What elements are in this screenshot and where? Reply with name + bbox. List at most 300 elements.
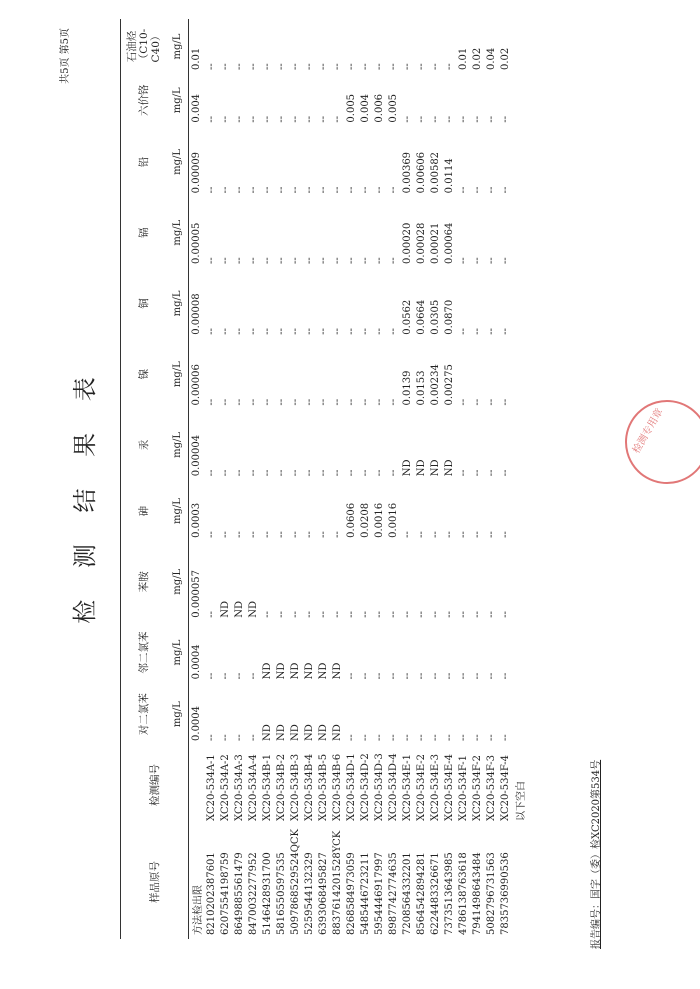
unit-cell: mg/L	[171, 431, 183, 458]
result-value: --	[457, 115, 469, 123]
sample-id: 8987742774635	[387, 852, 399, 935]
sample-id: 5485446723211	[359, 852, 371, 935]
result-value: --	[415, 115, 427, 123]
result-value: --	[387, 734, 399, 741]
result-value: --	[387, 186, 399, 194]
result-value: --	[373, 734, 385, 741]
test-code: XC20-534D-2	[359, 753, 371, 821]
result-value: --	[205, 672, 217, 680]
unit-cell: mg/L	[171, 639, 183, 666]
test-code: XC20-534E-3	[429, 753, 441, 821]
limit-value: 0.00005	[191, 222, 202, 265]
result-value: ND	[247, 600, 259, 618]
result-value: --	[205, 734, 217, 741]
result-value: --	[233, 186, 245, 194]
limit-label: 方法检出限	[193, 885, 204, 935]
result-value: 0.00020	[401, 222, 413, 265]
result-value: --	[261, 63, 273, 70]
test-code: XC20-534B-3	[289, 753, 301, 821]
result-value: --	[345, 469, 357, 477]
result-value: --	[387, 469, 399, 477]
result-value: --	[485, 186, 497, 194]
result-value: --	[387, 63, 399, 70]
sample-id: 5259544132329	[303, 852, 315, 935]
result-value: --	[485, 610, 497, 618]
col-header-mercury: 汞	[137, 439, 150, 451]
sample-id: 4786138763618	[457, 852, 469, 935]
table-row	[218, 19, 232, 939]
result-value: 0.005	[387, 93, 399, 123]
result-value: 0.01	[457, 47, 469, 70]
result-value: --	[331, 469, 343, 477]
result-value: --	[485, 328, 497, 335]
sample-id: 7941498643484	[471, 852, 483, 935]
result-value: --	[471, 469, 483, 477]
result-value: 0.0016	[373, 502, 385, 538]
result-value: --	[205, 531, 217, 538]
result-value: --	[275, 328, 287, 335]
result-value: ND	[303, 662, 315, 680]
sample-id: 5816550597535	[275, 852, 287, 935]
result-value: --	[205, 328, 217, 335]
result-value: --	[387, 328, 399, 335]
result-value: --	[275, 469, 287, 477]
result-value: --	[275, 186, 287, 194]
result-value: --	[303, 115, 315, 123]
result-value: 0.0870	[443, 299, 455, 335]
result-value: --	[499, 672, 511, 680]
result-value: 0.0153	[415, 370, 427, 406]
sample-id: 7208564332201	[401, 852, 413, 935]
sample-id: 8470032277952	[247, 852, 259, 935]
seal-text: 检测专用章	[630, 406, 666, 456]
unit-cell: mg/L	[171, 87, 183, 114]
result-value: --	[359, 257, 371, 265]
result-value: --	[331, 531, 343, 538]
result-value: --	[233, 115, 245, 123]
result-value: --	[345, 734, 357, 741]
result-value: 0.0562	[401, 299, 413, 335]
result-value: 0.00021	[429, 222, 441, 265]
result-value: --	[373, 63, 385, 70]
test-code: XC20-534F-2	[471, 754, 483, 821]
result-value: --	[205, 63, 217, 70]
result-value: --	[233, 734, 245, 741]
result-value: --	[373, 328, 385, 335]
limit-value: 0.004	[191, 93, 202, 123]
result-value: --	[261, 531, 273, 538]
result-value: --	[247, 257, 259, 265]
result-value: 0.00275	[443, 364, 455, 406]
table-row	[204, 19, 218, 939]
result-value: ND	[261, 724, 273, 741]
result-value: --	[219, 186, 231, 194]
table-row	[232, 19, 246, 939]
result-value: --	[219, 257, 231, 265]
result-value: 0.02	[499, 47, 511, 70]
result-value: --	[345, 610, 357, 618]
limit-value: 0.00008	[191, 293, 202, 335]
result-value: --	[331, 186, 343, 194]
result-value: --	[457, 531, 469, 538]
result-value: --	[373, 469, 385, 477]
result-value: --	[373, 257, 385, 265]
result-value: 0.00064	[443, 222, 455, 265]
result-value: --	[303, 186, 315, 194]
limit-value: 0.0004	[191, 644, 202, 680]
result-value: --	[317, 63, 329, 70]
result-value: --	[443, 531, 455, 538]
table-row	[302, 19, 316, 939]
table-row	[414, 19, 428, 939]
result-value: --	[261, 398, 273, 406]
result-value: --	[429, 115, 441, 123]
result-value: ND	[275, 724, 287, 741]
result-value: --	[359, 63, 371, 70]
result-value: --	[359, 672, 371, 680]
result-value: --	[317, 531, 329, 538]
result-value: --	[471, 610, 483, 618]
result-value: --	[303, 610, 315, 618]
result-value: --	[275, 115, 287, 123]
result-value: --	[331, 257, 343, 265]
result-value: 0.004	[359, 93, 371, 123]
result-value: --	[275, 610, 287, 618]
result-value: --	[485, 257, 497, 265]
result-value: --	[289, 115, 301, 123]
result-value: ND	[289, 724, 301, 741]
sample-id: 8268584973059	[345, 852, 357, 935]
result-value: --	[219, 398, 231, 406]
result-value: --	[219, 63, 231, 70]
result-value: --	[485, 469, 497, 477]
result-value: --	[471, 734, 483, 741]
limit-value: 0.0003	[191, 502, 202, 538]
test-code: XC20-534B-4	[303, 753, 315, 821]
page-title: 检 测 结 果 表	[71, 365, 99, 624]
result-value: --	[303, 257, 315, 265]
result-value: --	[289, 610, 301, 618]
result-value: --	[499, 115, 511, 123]
result-value: 0.00369	[401, 151, 413, 194]
test-code: XC20-534A-4	[247, 754, 259, 821]
unit-cell: mg/L	[171, 568, 183, 595]
result-value: --	[457, 610, 469, 618]
result-value: --	[359, 398, 371, 406]
result-value: --	[261, 469, 273, 477]
result-value: --	[317, 398, 329, 406]
result-value: 0.00028	[415, 222, 427, 265]
table-row	[428, 19, 442, 939]
table-row	[470, 19, 484, 939]
result-value: --	[219, 115, 231, 123]
result-value: 0.006	[373, 93, 385, 123]
result-value: ND	[401, 459, 413, 477]
test-code: XC20-534B-5	[317, 753, 329, 821]
test-code: XC20-534F-1	[457, 754, 469, 821]
result-value: --	[485, 531, 497, 538]
unit-cell: mg/L	[171, 290, 183, 317]
result-value: --	[205, 115, 217, 123]
result-value: --	[359, 734, 371, 741]
result-value: --	[345, 672, 357, 680]
table-row	[400, 19, 414, 939]
unit-cell: mg/L	[171, 498, 183, 525]
result-value: --	[485, 734, 497, 741]
result-value: --	[261, 257, 273, 265]
result-value: --	[233, 63, 245, 70]
result-value: ND	[303, 724, 315, 741]
result-value: --	[401, 115, 413, 123]
header-row	[121, 19, 167, 939]
result-value: --	[303, 531, 315, 538]
result-value: --	[401, 734, 413, 741]
result-value: --	[219, 734, 231, 741]
result-value: --	[429, 531, 441, 538]
result-value: --	[443, 672, 455, 680]
result-value: --	[387, 672, 399, 680]
result-value: --	[387, 257, 399, 265]
result-value: ND	[289, 662, 301, 680]
table-row	[372, 19, 386, 939]
col-header-o-dcb: 邻二氯苯	[137, 631, 150, 674]
result-value: --	[317, 469, 329, 477]
result-value: --	[331, 398, 343, 406]
limit-value: 0.00009	[191, 151, 202, 194]
result-body	[189, 19, 528, 939]
result-value: --	[485, 115, 497, 123]
result-value: --	[331, 115, 343, 123]
result-value: --	[499, 469, 511, 477]
result-value: --	[471, 672, 483, 680]
limit-value: 0.01	[191, 47, 202, 70]
table-row	[442, 19, 456, 939]
result-value: --	[233, 672, 245, 680]
limit-value: 0.00004	[191, 434, 202, 477]
result-value: --	[387, 398, 399, 406]
sample-id: 7835736990536	[499, 852, 511, 935]
sample-id: 8564542894281	[415, 852, 427, 935]
unit-cell: mg/L	[171, 361, 183, 388]
result-value: --	[345, 328, 357, 335]
col-header-petroleum: 石油烃（C10-C40）	[125, 28, 162, 65]
result-value: --	[499, 398, 511, 406]
result-value: --	[499, 186, 511, 194]
result-value: 0.00582	[429, 151, 441, 194]
result-value: --	[289, 328, 301, 335]
result-value: --	[317, 186, 329, 194]
test-code: XC20-534F-3	[485, 754, 497, 821]
result-value: --	[205, 398, 217, 406]
table-row	[358, 19, 372, 939]
result-value: --	[289, 469, 301, 477]
result-value: --	[429, 63, 441, 70]
result-value: --	[261, 328, 273, 335]
result-value: --	[415, 63, 427, 70]
result-value: --	[485, 672, 497, 680]
table-row	[288, 19, 302, 939]
table-row	[316, 19, 330, 939]
table-row	[344, 19, 358, 939]
result-value: --	[205, 186, 217, 194]
col-header-arsenic: 砷	[137, 505, 150, 517]
result-value: 0.0016	[387, 502, 399, 538]
result-value: --	[303, 469, 315, 477]
result-value: --	[317, 257, 329, 265]
result-value: --	[275, 531, 287, 538]
col-header-aniline: 苯胺	[137, 571, 150, 593]
sample-id: 6207554198759	[219, 852, 231, 935]
test-code: XC20-534F-4	[499, 754, 511, 821]
result-value: --	[275, 63, 287, 70]
result-value: 0.0305	[429, 299, 441, 335]
result-value: ND	[415, 459, 427, 477]
result-value: --	[499, 610, 511, 618]
result-value: 0.0114	[443, 158, 455, 194]
sample-id: 7373513643985	[443, 852, 455, 935]
unit-cell: mg/L	[171, 701, 183, 728]
sample-id: 8210202387601	[205, 852, 217, 935]
test-code: XC20-534E-1	[401, 753, 413, 821]
result-value: --	[275, 257, 287, 265]
table-row	[456, 19, 470, 939]
result-value: --	[415, 672, 427, 680]
result-value: --	[247, 531, 259, 538]
result-value: --	[471, 531, 483, 538]
result-value: --	[429, 734, 441, 741]
test-code: XC20-534E-2	[415, 753, 427, 821]
result-value: --	[289, 257, 301, 265]
result-value: --	[471, 186, 483, 194]
sample-id: 5097868529524QCK	[289, 828, 301, 935]
result-value: --	[443, 115, 455, 123]
result-value: ND	[233, 600, 245, 618]
result-value: --	[219, 328, 231, 335]
result-value: --	[457, 186, 469, 194]
result-value: --	[359, 328, 371, 335]
result-value: --	[331, 328, 343, 335]
result-value: --	[373, 186, 385, 194]
result-value: 0.0139	[401, 370, 413, 406]
result-value: --	[443, 610, 455, 618]
result-value: --	[471, 398, 483, 406]
test-code: XC20-534D-3	[373, 753, 385, 821]
result-value: 0.00606	[415, 151, 427, 194]
col-header-sample: 样品原号	[148, 860, 161, 903]
result-value: 0.0208	[359, 502, 371, 538]
result-value: --	[331, 610, 343, 618]
result-value: --	[415, 531, 427, 538]
result-value: --	[345, 398, 357, 406]
result-value: 0.0664	[415, 299, 427, 335]
result-table	[120, 19, 527, 939]
result-value: --	[345, 257, 357, 265]
result-value: --	[345, 63, 357, 70]
result-value: --	[471, 257, 483, 265]
result-value: ND	[429, 459, 441, 477]
result-value: --	[401, 610, 413, 618]
test-code: XC20-534B-2	[275, 753, 287, 821]
result-value: 0.00234	[429, 364, 441, 406]
result-value: --	[457, 328, 469, 335]
result-value: --	[247, 398, 259, 406]
sample-id: 8837614201528YCK	[331, 830, 343, 935]
result-value: --	[443, 734, 455, 741]
result-value: --	[247, 115, 259, 123]
sample-id: 6393068495827	[317, 852, 329, 935]
result-value: 0.04	[485, 47, 497, 70]
result-value: --	[219, 531, 231, 538]
result-value: ND	[261, 662, 273, 680]
page-number: 共5页 第5页	[60, 28, 71, 84]
sample-id: 5082796731563	[485, 852, 497, 935]
result-value: --	[261, 115, 273, 123]
result-value: --	[331, 63, 343, 70]
result-value: --	[401, 672, 413, 680]
result-value: --	[373, 672, 385, 680]
result-value: --	[471, 328, 483, 335]
result-value: --	[373, 398, 385, 406]
col-header-lead: 铅	[137, 156, 150, 168]
result-value: --	[219, 469, 231, 477]
sample-id: 8649885561479	[233, 852, 245, 935]
col-header-cadmium: 镉	[137, 227, 150, 238]
report-number: 报告编号：国字（委）检XC2020第534号	[591, 759, 602, 949]
result-value: ND	[331, 724, 343, 741]
result-value: --	[233, 328, 245, 335]
result-value: --	[289, 186, 301, 194]
result-value: --	[303, 328, 315, 335]
result-value: ND	[219, 600, 231, 618]
test-code: XC20-534D-4	[387, 753, 399, 821]
result-value: --	[275, 398, 287, 406]
result-value: --	[457, 257, 469, 265]
col-header-code: 检测编号	[148, 763, 161, 806]
result-value: --	[205, 610, 217, 618]
result-value: --	[373, 610, 385, 618]
result-value: --	[261, 610, 273, 618]
result-value: --	[499, 531, 511, 538]
result-value: --	[345, 186, 357, 194]
result-value: --	[499, 257, 511, 265]
sample-id: 5954446917997	[373, 852, 385, 935]
result-value: --	[401, 531, 413, 538]
table-row	[260, 19, 274, 939]
result-value: 0.02	[471, 47, 483, 70]
limit-row	[189, 19, 205, 939]
result-value: --	[261, 186, 273, 194]
result-value: --	[415, 734, 427, 741]
result-value: --	[401, 63, 413, 70]
result-value: ND	[317, 724, 329, 741]
table-row	[498, 19, 512, 939]
result-value: --	[289, 398, 301, 406]
result-value: --	[233, 469, 245, 477]
limit-value: 0.00006	[191, 364, 202, 406]
result-value: --	[205, 469, 217, 477]
limit-value: 0.000057	[191, 570, 202, 618]
result-value: --	[247, 328, 259, 335]
result-value: --	[429, 672, 441, 680]
sample-id: 6224483326671	[429, 852, 441, 935]
table-row	[274, 19, 288, 939]
result-value: --	[247, 186, 259, 194]
result-value: --	[359, 186, 371, 194]
result-value: --	[471, 115, 483, 123]
result-value: --	[443, 63, 455, 70]
test-code: XC20-534E-4	[443, 753, 455, 821]
test-code: XC20-534B-6	[331, 753, 343, 821]
